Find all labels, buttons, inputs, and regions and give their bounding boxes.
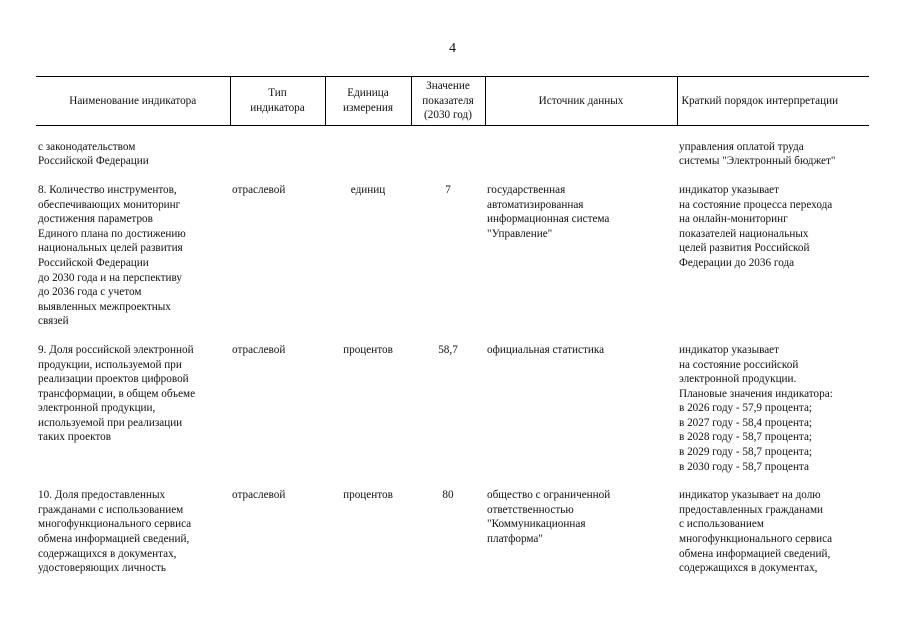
row-interpretation: индикатор указывает на состояние российской электронной продукции. Плановые значения индикатора: в 2026 году - 57,9 процента; в 2027 году - 58,4 процента; в 2028 году - 58,7 процента; в 2029 году - 58,7 процента; в 2030 году - 58,7 процента <box>679 343 833 473</box>
header-type: Тип индикатора <box>230 77 325 126</box>
row-unit <box>325 140 411 183</box>
row-name: 8. Количество инструментов, обеспечивающих мониторинг достижения параметров Единого плана по достижению национальных целей развития Российской Федерации до 2030 года и на перспективу до 2036 года с учетом выявленных межпроектных связей <box>38 183 186 328</box>
row-value: 80 <box>442 489 454 502</box>
row-unit: единиц <box>350 183 386 196</box>
row-unit: процентов <box>343 489 393 502</box>
page-number: 4 <box>449 41 456 56</box>
row-value <box>411 140 485 183</box>
header-name: Наименование индикатора <box>36 77 230 126</box>
table-row <box>36 488 869 590</box>
table-header-row <box>36 77 869 126</box>
header-source: Источник данных <box>485 77 677 126</box>
row-source: общество с ограниченной ответственностью "Коммуникационная платформа" <box>487 489 611 546</box>
row-interpretation: индикатор указывает на состояние процесса перехода на онлайн-мониторинг показателей национальных целей развития Российской Федерации до 2036 года <box>679 183 833 269</box>
table-row <box>36 140 869 183</box>
indicators-table <box>36 76 869 590</box>
row-name: 9. Доля российской электронной продукции, используемой при реализации проектов цифровой трансформации, в общем объеме электронной продукции, используемой при реализации таких проектов <box>38 343 196 444</box>
row-value: 7 <box>445 183 451 196</box>
header-unit: Единица измерения <box>325 77 411 126</box>
row-unit: процентов <box>343 343 393 356</box>
row-type: отраслевой <box>232 489 286 502</box>
header-interpretation: Краткий порядок интерпретации <box>677 77 869 126</box>
table-row <box>36 343 869 488</box>
row-interpretation: индикатор указывает на долю предоставленных гражданами с использованием многофункционального сервиса обмена информацией сведений, содержащихся в документах, <box>679 489 833 575</box>
row-source: государственная автоматизированная информационная система "Управление" <box>487 183 610 240</box>
row-name: с законодательством Российской Федерации <box>38 140 149 168</box>
row-type: отраслевой <box>232 343 286 356</box>
table-row <box>36 183 869 343</box>
row-source <box>485 140 677 183</box>
row-source: официальная статистика <box>487 343 605 356</box>
row-name: 10. Доля предоставленных гражданами с использованием многофункционального сервиса обмена информацией сведений, содержащихся в документах, удостоверяющих личность <box>38 489 192 575</box>
row-interpretation: управления оплатой труда системы "Электронный бюджет" <box>679 140 836 168</box>
row-type: отраслевой <box>232 183 286 196</box>
header-value: Значение показателя (2030 год) <box>411 77 485 126</box>
row-type <box>230 140 325 183</box>
row-value: 58,7 <box>438 343 458 356</box>
